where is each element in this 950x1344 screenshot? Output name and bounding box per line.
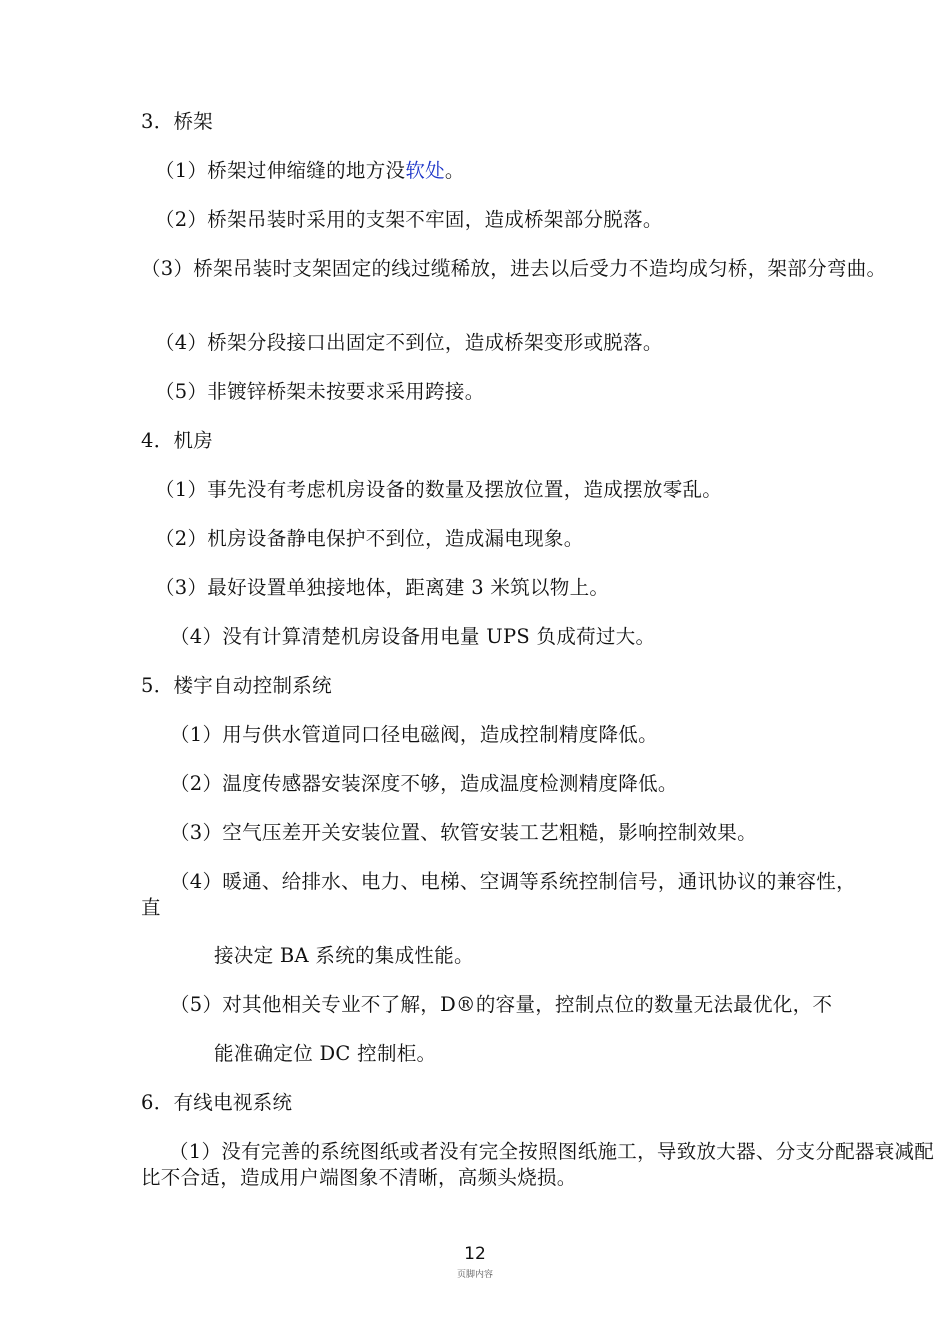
section-5-item-5-line-1: （5）对其他相关专业不了解，D®的容量，控制点位的数量无法最优化，不 [170, 993, 833, 1016]
section-5-item-4-line-3: 接决定 BA 系统的集成性能。 [214, 944, 474, 967]
section-5-item-2: （2）温度传感器安装深度不够，造成温度检测精度降低。 [170, 772, 678, 795]
section-3-item-1 [155, 158, 465, 184]
section-3-item-3: （3）桥架吊装时支架固定的线过缆稀放，进去以后受力不造均成匀桥，架部分弯曲。 [141, 257, 887, 280]
section-4-item-2: （2）机房设备静电保护不到位，造成漏电现象。 [155, 527, 584, 550]
section-5-item-5-line-2: 能准确定位 DC 控制柜。 [214, 1042, 437, 1065]
section-3-heading: 3．桥架 [141, 110, 214, 133]
soft-joint-link[interactable]: 软处 [405, 159, 445, 182]
section-4-item-1: （1）事先没有考虑机房设备的数量及摆放位置，造成摆放零乱。 [155, 478, 723, 501]
page-number: 12 [464, 1244, 486, 1264]
section-3-item-1-end: 。 [444, 159, 465, 182]
section-5-item-4-line-2: 直 [141, 896, 161, 919]
footer-label: 页脚内容 [456, 1270, 493, 1280]
section-3-item-1-text: （1）桥架过伸缩缝的地方没 [155, 159, 406, 182]
section-3-item-4: （4）桥架分段接口出固定不到位，造成桥架变形或脱落。 [155, 331, 663, 354]
section-6-heading: 6．有线电视系统 [141, 1091, 293, 1114]
section-4-item-3: （3）最好设置单独接地体，距离建 3 米筑以物上。 [155, 576, 610, 599]
section-5-item-1: （1）用与供水管道同口径电磁阀，造成控制精度降低。 [170, 723, 658, 746]
section-5-item-3: （3）空气压差开关安装位置、软管安装工艺粗糙，影响控制效果。 [170, 821, 757, 844]
section-6-item-1: （1）没有完善的系统图纸或者没有完全按照图纸施工，导致放大器、分支分配器衰减配比不合适，造成用户端图象不清晰，高频头烧损。 [141, 1140, 935, 1189]
section-4-item-4: （4）没有计算清楚机房设备用电量 UPS 负成荷过大。 [170, 625, 656, 648]
section-5-item-4-line-1: （4）暖通、给排水、电力、电梯、空调等系统控制信号，通讯协议的兼容性， [170, 870, 856, 893]
section-3-item-2: （2）桥架吊装时采用的支架不牢固，造成桥架部分脱落。 [155, 208, 663, 231]
section-5-heading: 5．楼宇自动控制系统 [141, 674, 332, 697]
section-4-heading: 4．机房 [141, 429, 214, 452]
section-3-item-5: （5）非镀锌桥架未按要求采用跨接。 [155, 380, 485, 403]
